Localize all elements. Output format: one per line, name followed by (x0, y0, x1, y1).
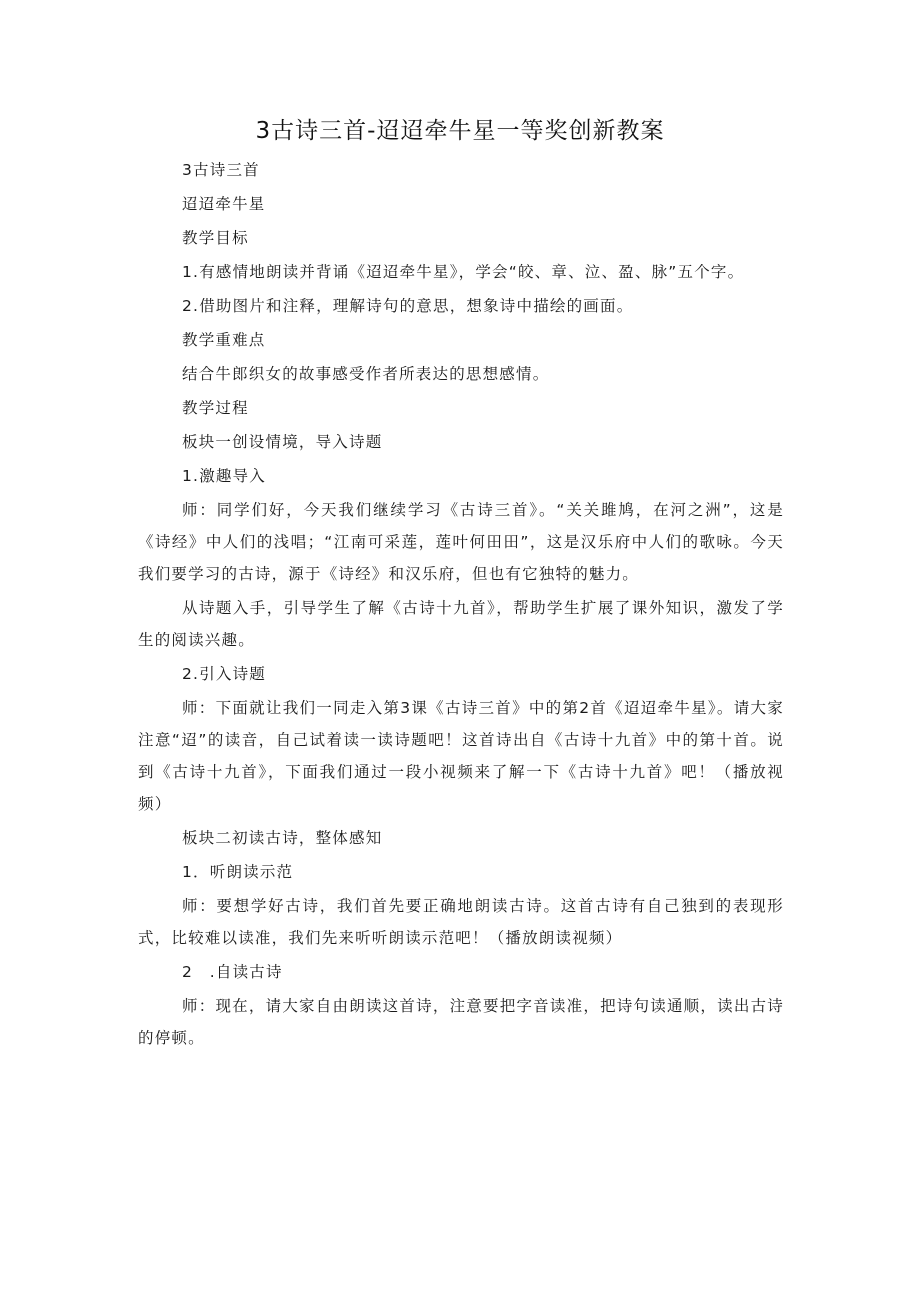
block-2-heading: 板块二初读古诗，整体感知 (182, 829, 383, 847)
lesson-number: 3古诗三首 (182, 161, 260, 179)
goal-item-1: 1.有感情地朗读并背诵《迢迢牵牛星》，学会“皎、章、泣、盈、脉”五个字。 (182, 263, 745, 281)
block-1-heading: 板块一创设情境，导入诗题 (182, 433, 383, 451)
step-1-1-heading: 1.激趣导入 (182, 467, 266, 485)
key-points-text: 结合牛郎织女的故事感受作者所表达的思想感情。 (182, 365, 550, 383)
section-heading-process: 教学过程 (182, 399, 249, 417)
goal-item-2: 2.借助图片和注释，理解诗句的意思，想象诗中描绘的画面。 (182, 297, 634, 315)
teacher-paragraph-4: 师：现在，请大家自由朗读这首诗，注意要把字音读准，把诗句读通顺，读出古诗的停顿。 (138, 997, 784, 1047)
poem-title: 迢迢牵牛星 (182, 195, 266, 213)
document-body (138, 154, 784, 1056)
step-1-2-heading: 2.引入诗题 (182, 665, 266, 683)
teacher-paragraph-1: 师：同学们好，今天我们继续学习《古诗三首》。“关关雎鸠，在河之洲”，这是《诗经》中人们的浅唱；“江南可采莲，莲叶何田田”，这是汉乐府中人们的歌咏。今天我们要学习的古诗，源于《诗经》和汉乐府，但也有它独特的魅力。 (138, 501, 784, 583)
teacher-paragraph-2: 师：下面就让我们一同走入第3课《古诗三首》中的第2首《迢迢牵牛星》。请大家注意“迢”的读音，自己试着读一读诗题吧！这首诗出自《古诗十九首》中的第十首。说到《古诗十九首》，下面我们通过一段小视频来了解一下《古诗十九首》吧！（播放视频） (138, 699, 784, 813)
document-title: 3古诗三首-迢迢牵牛星一等奖创新教案 (255, 118, 665, 144)
step-2-2-heading: 2 .自读古诗 (182, 963, 283, 981)
note-paragraph-1: 从诗题入手，引导学生了解《古诗十九首》，帮助学生扩展了课外知识，激发了学生的阅读兴趣。 (138, 599, 784, 649)
section-heading-goals: 教学目标 (182, 229, 249, 247)
section-heading-key-points: 教学重难点 (182, 331, 266, 349)
teacher-paragraph-3: 师：要想学好古诗，我们首先要正确地朗读古诗。这首古诗有自己独到的表现形式，比较难以读准，我们先来听听朗读示范吧！（播放朗读视频） (138, 897, 784, 947)
step-2-1-heading: 1．听朗读示范 (182, 863, 294, 881)
